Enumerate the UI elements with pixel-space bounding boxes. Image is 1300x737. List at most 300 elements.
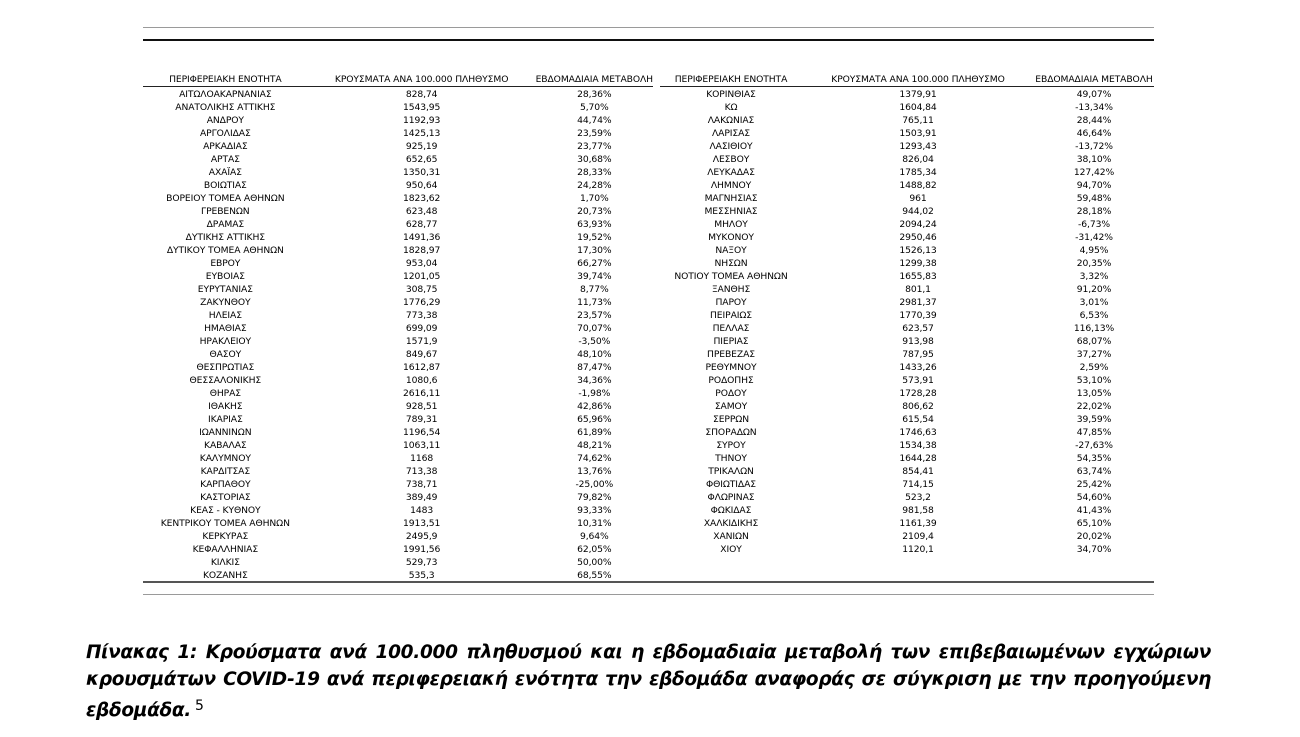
cases-per-100k-cell: 1196,54	[402, 427, 441, 438]
regional-unit-cell: ΔΥΤΙΚΟΥ ΤΟΜΕΑ ΑΘΗΝΩΝ	[166, 245, 284, 256]
cases-per-100k-cell: 628,77	[405, 219, 438, 230]
regional-unit-cell: ΗΛΕΙΑΣ	[208, 310, 242, 321]
weekly-change-cell: 34,36%	[577, 375, 612, 386]
weekly-change-cell: -1,98%	[578, 388, 611, 399]
weekly-change-cell: 65,96%	[577, 414, 612, 425]
cases-per-100k-cell: 1785,34	[899, 167, 937, 178]
weekly-change-cell: 39,59%	[1076, 414, 1112, 425]
regional-unit-cell: ΚΟΡΙΝΘΙΑΣ	[706, 89, 756, 100]
weekly-change-cell: 6,53%	[1079, 310, 1109, 321]
regional-unit-cell: ΠΕΙΡΑΙΩΣ	[710, 310, 752, 321]
table-row	[143, 192, 653, 205]
cases-per-100k-cell: 826,04	[902, 154, 934, 165]
weekly-change-cell: 8,77%	[579, 284, 609, 295]
regional-unit-cell: ΚΕΝΤΡΙΚΟΥ ΤΟΜΕΑ ΑΘΗΝΩΝ	[160, 518, 290, 529]
regional-unit-cell: ΚΙΛΚΙΣ	[210, 557, 240, 568]
cases-per-100k-cell: 1491,36	[402, 232, 441, 243]
regional-unit-cell: ΝΑΞΟΥ	[715, 245, 747, 256]
table-row	[660, 504, 1154, 517]
weekly-change-cell: 1,70%	[579, 193, 609, 204]
cases-per-100k-cell: 1991,56	[402, 544, 441, 555]
regional-unit-cell: ΑΡΚΑΔΙΑΣ	[203, 141, 248, 152]
weekly-change-cell: 28,18%	[1076, 206, 1112, 217]
table-row	[660, 179, 1154, 192]
cases-per-100k-cell: 1543,95	[402, 102, 441, 113]
regional-unit-cell: ΑΙΤΩΛΟΑΚΑΡΝΑΝΙΑΣ	[179, 89, 272, 100]
regional-unit-cell: ΙΘΑΚΗΣ	[208, 401, 243, 412]
cases-per-100k-cell: 1534,38	[899, 440, 937, 451]
cases-per-100k-cell: 789,31	[405, 414, 438, 425]
weekly-change-cell: -27,63%	[1075, 440, 1113, 451]
cases-per-100k-cell: 928,51	[405, 401, 438, 412]
weekly-change-cell: 23,57%	[577, 310, 612, 321]
regional-unit-cell: ΚΕΦΑΛΛΗΝΙΑΣ	[192, 544, 259, 555]
table-row	[143, 426, 653, 439]
regional-unit-cell: ΜΕΣΣΗΝΙΑΣ	[704, 206, 758, 217]
regional-unit-cell: ΑΡΤΑΣ	[210, 154, 240, 165]
cases-per-100k-cell: 1770,39	[899, 310, 937, 321]
regional-unit-cell: ΕΒΡΟΥ	[210, 258, 241, 269]
cases-per-100k-cell: 2981,37	[899, 297, 937, 308]
table-row	[143, 296, 653, 309]
table-row	[143, 530, 653, 543]
table-row	[660, 348, 1154, 361]
cases-per-100k-cell: 1823,62	[402, 193, 441, 204]
table-row	[143, 335, 653, 348]
table-row	[660, 439, 1154, 452]
table-row	[143, 205, 653, 218]
regional-unit-cell: ΣΕΡΡΩΝ	[713, 414, 749, 425]
table-row	[143, 504, 653, 517]
table-row	[660, 166, 1154, 179]
weekly-change-cell: 74,62%	[577, 453, 612, 464]
table-row	[660, 257, 1154, 270]
weekly-change-cell: 20,35%	[1076, 258, 1112, 269]
table-row	[143, 361, 653, 374]
cases-per-100k-cell: 1201,05	[402, 271, 441, 282]
cases-per-100k-cell: 713,38	[405, 466, 438, 477]
regional-unit-cell: ΡΟΔΟΠΗΣ	[708, 375, 754, 386]
regional-unit-cell: ΠΑΡΟΥ	[715, 297, 747, 308]
regional-unit-cell: ΗΡΑΚΛΕΙΟΥ	[199, 336, 252, 347]
weekly-change-cell: 48,10%	[577, 349, 612, 360]
weekly-change-cell: 17,30%	[577, 245, 612, 256]
header-underline-right	[660, 86, 1154, 87]
weekly-change-cell: 20,73%	[577, 206, 612, 217]
table-row	[143, 543, 653, 556]
regional-unit-cell: ΛΗΜΝΟΥ	[710, 180, 752, 191]
regional-unit-cell: ΓΡΕΒΕΝΩΝ	[201, 206, 250, 217]
table-row	[660, 491, 1154, 504]
weekly-change-cell: 62,05%	[577, 544, 612, 555]
weekly-change-cell: 59,48%	[1076, 193, 1112, 204]
table-row	[660, 192, 1154, 205]
weekly-change-cell: 63,74%	[1076, 466, 1112, 477]
footnote-reference[interactable]: 5	[195, 698, 204, 714]
regional-unit-cell: ΑΡΓΟΛΙΔΑΣ	[200, 128, 251, 139]
cases-per-100k-cell: 615,54	[902, 414, 934, 425]
table-row	[660, 87, 1154, 101]
cases-per-100k-cell: 738,71	[405, 479, 438, 490]
regional-unit-cell: ΠΙΕΡΙΑΣ	[713, 336, 749, 347]
regional-unit-cell: ΑΝΑΤΟΛΙΚΗΣ ΑΤΤΙΚΗΣ	[175, 102, 276, 113]
bottom-rule-thick	[143, 581, 1154, 583]
weekly-change-cell: 65,10%	[1076, 518, 1112, 529]
weekly-change-cell: 19,52%	[577, 232, 612, 243]
regional-unit-cell: ΝΟΤΙΟΥ ΤΟΜΕΑ ΑΘΗΝΩΝ	[674, 271, 788, 282]
weekly-change-cell: -13,72%	[1075, 141, 1113, 152]
weekly-change-cell: 116,13%	[1073, 323, 1115, 334]
table-row	[143, 491, 653, 504]
weekly-change-cell: 47,85%	[1076, 427, 1112, 438]
table-row	[143, 87, 653, 101]
cases-per-100k-cell: 1604,84	[899, 102, 937, 113]
table-row	[660, 309, 1154, 322]
cases-per-100k-cell: 1913,51	[402, 518, 441, 529]
table-row	[660, 218, 1154, 231]
regional-unit-cell: ΒΟΡΕΙΟΥ ΤΟΜΕΑ ΑΘΗΝΩΝ	[166, 193, 285, 204]
weekly-change-cell: 3,01%	[1079, 297, 1109, 308]
regional-unit-cell: ΧΑΝΙΩΝ	[713, 531, 749, 542]
cases-per-100k-cell: 961	[909, 193, 927, 204]
cases-per-100k-cell: 1168	[410, 453, 434, 464]
top-rule-thin	[143, 27, 1154, 28]
weekly-change-cell: 2,59%	[1079, 362, 1109, 373]
regional-unit-cell: ΛΑΚΩΝΙΑΣ	[707, 115, 755, 126]
table-row	[143, 387, 653, 400]
table-row	[660, 517, 1154, 530]
table-caption	[86, 640, 1211, 720]
cases-per-100k-cell: 1350,31	[402, 167, 441, 178]
regional-unit-cell: ΛΑΣΙΘΙΟΥ	[709, 141, 753, 152]
cases-per-100k-cell: 2950,46	[899, 232, 937, 243]
cases-per-100k-cell: 765,11	[902, 115, 934, 126]
header-weekly-change: ΕΒΔΟΜΑΔΙΑΙΑ ΜΕΤΑΒΟΛΗ	[1035, 74, 1153, 85]
weekly-change-cell: 25,42%	[1076, 479, 1112, 490]
table-row	[660, 114, 1154, 127]
table-row	[660, 101, 1154, 114]
regional-unit-cell: ΛΕΥΚΑΔΑΣ	[707, 167, 755, 178]
table-row	[143, 166, 653, 179]
bottom-rule-thin	[143, 594, 1154, 595]
cases-per-100k-cell: 944,02	[902, 206, 934, 217]
table-row	[143, 439, 653, 452]
table-row	[143, 348, 653, 361]
regional-unit-cell: ΛΑΡΙΣΑΣ	[711, 128, 750, 139]
cases-per-100k-cell: 828,74	[405, 89, 438, 100]
regional-unit-cell: ΚΑΛΥΜΝΟΥ	[199, 453, 251, 464]
weekly-change-cell: 38,10%	[1076, 154, 1112, 165]
table-row	[143, 140, 653, 153]
table-row	[660, 153, 1154, 166]
cases-per-100k-cell: 2094,24	[899, 219, 937, 230]
table-row	[660, 361, 1154, 374]
table-row	[660, 283, 1154, 296]
cases-per-100k-cell: 623,57	[902, 323, 934, 334]
weekly-change-cell: 28,44%	[1076, 115, 1112, 126]
weekly-change-cell: 49,07%	[1076, 89, 1112, 100]
header-weekly-change: ΕΒΔΟΜΑΔΙΑΙΑ ΜΕΤΑΒΟΛΗ	[535, 74, 653, 85]
cases-per-100k-cell: 535,3	[408, 570, 435, 581]
regional-unit-cell: ΘΕΣΣΑΛΟΝΙΚΗΣ	[189, 375, 262, 386]
table-body-left	[143, 87, 653, 582]
cases-per-100k-cell: 714,15	[902, 479, 934, 490]
table-row	[143, 374, 653, 387]
cases-per-100k-cell: 308,75	[405, 284, 438, 295]
cases-per-100k-cell: 1299,38	[899, 258, 937, 269]
regional-unit-cell: ΘΕΣΠΡΩΤΙΑΣ	[196, 362, 255, 373]
weekly-change-cell: -6,73%	[1078, 219, 1110, 230]
cases-per-100k-cell: 1488,82	[899, 180, 937, 191]
regional-unit-cell: ΑΝΔΡΟΥ	[206, 115, 244, 126]
weekly-change-cell: 50,00%	[577, 557, 612, 568]
cases-per-100k-cell: 806,62	[902, 401, 934, 412]
table-row	[143, 309, 653, 322]
regional-unit-cell: ΧΑΛΚΙΔΙΚΗΣ	[703, 518, 759, 529]
weekly-change-cell: 9,64%	[579, 531, 609, 542]
table-row	[660, 400, 1154, 413]
table-row	[660, 140, 1154, 153]
regional-unit-cell: ΖΑΚΥΝΘΟΥ	[200, 297, 251, 308]
weekly-change-cell: 39,74%	[577, 271, 612, 282]
regional-unit-cell: ΧΙΟΥ	[720, 544, 742, 555]
table-row	[660, 543, 1154, 556]
cases-per-100k-cell: 953,04	[405, 258, 438, 269]
table-row	[660, 452, 1154, 465]
table-row	[143, 231, 653, 244]
table-row	[660, 413, 1154, 426]
caption-line-2: κρουσμάτων COVID-19 ανά περιφερειακή ενότητα την εβδομάδα αναφοράς σε σύγκριση με την προηγούμενη	[86, 668, 1211, 690]
regional-unit-cell: ΣΑΜΟΥ	[714, 401, 748, 412]
cases-per-100k-cell: 1728,28	[899, 388, 937, 399]
cases-per-100k-cell: 849,67	[405, 349, 438, 360]
cases-per-100k-cell: 1080,6	[405, 375, 438, 386]
table-row	[143, 478, 653, 491]
table-row	[143, 322, 653, 335]
weekly-change-cell: 61,89%	[577, 427, 612, 438]
cases-per-100k-cell: 787,95	[902, 349, 934, 360]
weekly-change-cell: 10,31%	[577, 518, 612, 529]
regional-unit-cell: ΚΟΖΑΝΗΣ	[202, 570, 248, 581]
cases-per-100k-cell: 1161,39	[899, 518, 937, 529]
table-row	[660, 374, 1154, 387]
weekly-change-cell: 68,07%	[1076, 336, 1112, 347]
regional-unit-cell: ΦΘΙΩΤΙΔΑΣ	[706, 479, 756, 490]
cases-per-100k-cell: 925,19	[405, 141, 438, 152]
weekly-change-cell: 28,33%	[577, 167, 612, 178]
weekly-change-cell: -31,42%	[1075, 232, 1113, 243]
table-row	[660, 387, 1154, 400]
regional-unit-cell: ΚΕΑΣ - ΚΥΘΝΟΥ	[190, 505, 261, 516]
cases-per-100k-cell: 1379,91	[899, 89, 937, 100]
weekly-change-cell: 66,27%	[577, 258, 612, 269]
table-row	[660, 426, 1154, 439]
table-row	[660, 270, 1154, 283]
cases-per-100k-cell: 389,49	[405, 492, 438, 503]
table-row	[660, 530, 1154, 543]
table-row	[143, 244, 653, 257]
cases-per-100k-cell: 950,64	[405, 180, 438, 191]
table-row	[660, 127, 1154, 140]
weekly-change-cell: 37,27%	[1076, 349, 1112, 360]
top-rule-thick	[143, 39, 1154, 41]
table-row	[143, 218, 653, 231]
cases-per-100k-cell: 2495,9	[405, 531, 438, 542]
table-row	[143, 257, 653, 270]
weekly-change-cell: 34,70%	[1076, 544, 1112, 555]
header-cases-per-100k: ΚΡΟΥΣΜΑΤΑ ΑΝΑ 100.000 ΠΛΗΘΥΣΜΟ	[831, 74, 1005, 85]
regional-unit-cell: ΔΡΑΜΑΣ	[206, 219, 245, 230]
cases-per-100k-cell: 981,58	[902, 505, 934, 516]
weekly-change-cell: 24,28%	[577, 180, 612, 191]
cases-per-100k-cell: 1425,13	[402, 128, 441, 139]
weekly-change-cell: 5,70%	[579, 102, 609, 113]
table-header-row	[143, 73, 653, 87]
regional-unit-cell: ΣΠΟΡΑΔΩΝ	[705, 427, 757, 438]
cases-per-100k-cell: 1644,28	[899, 453, 937, 464]
cases-per-100k-cell: 1746,63	[899, 427, 937, 438]
table-body-right	[660, 87, 1154, 556]
cases-per-100k-cell: 573,91	[902, 375, 934, 386]
cases-per-100k-cell: 1483	[410, 505, 434, 516]
cases-per-100k-cell: 1571,9	[405, 336, 438, 347]
cases-per-100k-cell: 913,98	[902, 336, 934, 347]
weekly-change-cell: 3,32%	[1079, 271, 1109, 282]
weekly-change-cell: 44,74%	[577, 115, 612, 126]
table-row	[143, 556, 653, 569]
regional-unit-cell: ΙΚΑΡΙΑΣ	[207, 414, 243, 425]
cases-per-100k-cell: 1776,29	[402, 297, 441, 308]
weekly-change-cell: -25,00%	[575, 479, 614, 490]
header-regional-unit: ΠΕΡΙΦΕΡΕΙΑΚΗ ΕΝΟΤΗΤΑ	[169, 74, 282, 85]
weekly-change-cell: 127,42%	[1073, 167, 1115, 178]
weekly-change-cell: -13,34%	[1075, 102, 1113, 113]
cases-table-left	[143, 73, 653, 582]
table-row	[143, 452, 653, 465]
weekly-change-cell: 30,68%	[577, 154, 612, 165]
regional-unit-cell: ΝΗΣΩΝ	[714, 258, 748, 269]
table-row	[660, 205, 1154, 218]
cases-per-100k-cell: 623,48	[405, 206, 438, 217]
cases-per-100k-cell: 1503,91	[899, 128, 937, 139]
regional-unit-cell: ΠΡΕΒΕΖΑΣ	[707, 349, 755, 360]
regional-unit-cell: ΘΗΡΑΣ	[209, 388, 241, 399]
weekly-change-cell: 91,20%	[1076, 284, 1112, 295]
table-row	[660, 478, 1154, 491]
regional-unit-cell: ΚΑΡΠΑΘΟΥ	[200, 479, 251, 490]
cases-per-100k-cell: 699,09	[405, 323, 438, 334]
regional-unit-cell: ΑΧΑΪΑΣ	[208, 167, 242, 178]
cases-per-100k-cell: 652,65	[405, 154, 438, 165]
caption-line-3-text: εβδομάδα.	[86, 700, 192, 721]
cases-per-100k-cell: 523,2	[905, 492, 931, 503]
header-underline-left	[143, 86, 653, 87]
cases-per-100k-cell: 773,38	[405, 310, 438, 321]
regional-unit-cell: ΔΥΤΙΚΗΣ ΑΤΤΙΚΗΣ	[185, 232, 265, 243]
table-row	[143, 101, 653, 114]
cases-per-100k-cell: 1293,43	[899, 141, 937, 152]
weekly-change-cell: 70,07%	[577, 323, 612, 334]
weekly-change-cell: 13,05%	[1076, 388, 1112, 399]
table-row	[660, 465, 1154, 478]
table-row	[143, 400, 653, 413]
cases-table-right	[660, 73, 1154, 556]
weekly-change-cell: 54,60%	[1076, 492, 1112, 503]
regional-unit-cell: ΣΥΡΟΥ	[716, 440, 746, 451]
cases-per-100k-cell: 1120,1	[902, 544, 934, 555]
header-regional-unit: ΠΕΡΙΦΕΡΕΙΑΚΗ ΕΝΟΤΗΤΑ	[674, 74, 788, 85]
weekly-change-cell: 23,77%	[577, 141, 612, 152]
cases-per-100k-cell: 801,1	[905, 284, 931, 295]
weekly-change-cell: 41,43%	[1076, 505, 1112, 516]
regional-unit-cell: ΜΑΓΝΗΣΙΑΣ	[704, 193, 758, 204]
weekly-change-cell: 46,64%	[1076, 128, 1112, 139]
weekly-change-cell: 22,02%	[1076, 401, 1112, 412]
weekly-change-cell: 23,59%	[577, 128, 612, 139]
regional-unit-cell: ΘΑΣΟΥ	[209, 349, 242, 360]
cases-per-100k-cell: 1433,26	[899, 362, 937, 373]
regional-unit-cell: ΤΡΙΚΑΛΩΝ	[708, 466, 754, 477]
cases-per-100k-cell: 2616,11	[402, 388, 441, 399]
regional-unit-cell: ΦΩΚΙΔΑΣ	[710, 505, 752, 516]
table-row	[143, 153, 653, 166]
weekly-change-cell: 42,86%	[577, 401, 612, 412]
regional-unit-cell: ΜΥΚΟΝΟΥ	[708, 232, 754, 243]
table-row	[143, 127, 653, 140]
cases-per-100k-cell: 854,41	[902, 466, 934, 477]
cases-per-100k-cell: 1526,13	[899, 245, 937, 256]
table-row	[143, 465, 653, 478]
weekly-change-cell: 4,95%	[1079, 245, 1109, 256]
weekly-change-cell: 63,93%	[577, 219, 612, 230]
weekly-change-cell: 13,76%	[577, 466, 612, 477]
caption-line-1: Πίνακας 1: Κρούσματα ανά 100.000 πληθυσμού και η εβδομαδιαiα μεταβολή των επιβεβαιωμένων εγχώριων	[86, 642, 1211, 663]
regional-unit-cell: ΒΟΙΩΤΙΑΣ	[203, 180, 247, 191]
regional-unit-cell: ΕΥΡΥΤΑΝΙΑΣ	[197, 284, 253, 295]
regional-unit-cell: ΜΗΛΟΥ	[714, 219, 748, 230]
cases-per-100k-cell: 1192,93	[402, 115, 441, 126]
weekly-change-cell: 87,47%	[577, 362, 612, 373]
regional-unit-cell: ΗΜΑΘΙΑΣ	[204, 323, 247, 334]
cases-per-100k-cell: 2109,4	[902, 531, 934, 542]
regional-unit-cell: ΤΗΝΟΥ	[715, 453, 747, 464]
cases-per-100k-cell: 1612,87	[402, 362, 441, 373]
weekly-change-cell: 93,33%	[577, 505, 612, 516]
table-row	[660, 335, 1154, 348]
table-row	[660, 296, 1154, 309]
weekly-change-cell: 54,35%	[1076, 453, 1112, 464]
regional-unit-cell: ΕΥΒΟΙΑΣ	[205, 271, 245, 282]
table-row	[143, 270, 653, 283]
weekly-change-cell: 68,55%	[577, 570, 612, 581]
weekly-change-cell: 28,36%	[577, 89, 612, 100]
regional-unit-cell: ΞΑΝΘΗΣ	[711, 284, 751, 295]
regional-unit-cell: ΙΩΑΝΝΙΝΩΝ	[199, 427, 252, 438]
table-row	[143, 517, 653, 530]
table-row	[660, 231, 1154, 244]
weekly-change-cell: 48,21%	[577, 440, 612, 451]
regional-unit-cell: ΚΕΡΚΥΡΑΣ	[202, 531, 249, 542]
table-row	[143, 283, 653, 296]
regional-unit-cell: ΚΑΡΔΙΤΣΑΣ	[200, 466, 251, 477]
cases-per-100k-cell: 1828,97	[402, 245, 441, 256]
regional-unit-cell: ΚΩ	[724, 102, 738, 113]
table-header-row	[660, 73, 1154, 87]
regional-unit-cell: ΛΕΣΒΟΥ	[712, 154, 750, 165]
table-row	[143, 114, 653, 127]
table-row	[660, 322, 1154, 335]
regional-unit-cell: ΡΕΘΥΜΝΟΥ	[705, 362, 757, 373]
